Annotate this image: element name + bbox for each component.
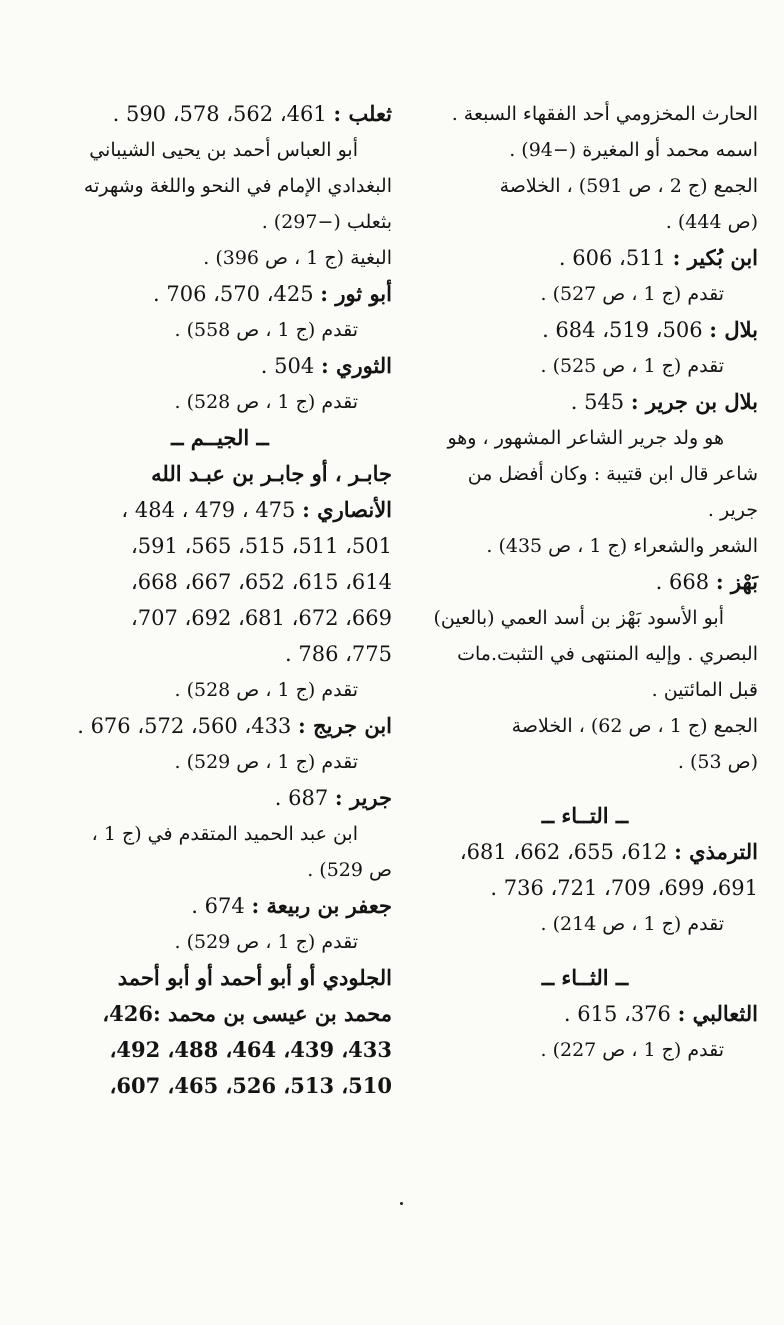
entry-reference: تقدم (ج 1 ، ص 528) . <box>174 391 358 413</box>
entry-numbers-line: 501، 511، 515، 565، 591، <box>130 534 392 558</box>
entry-description <box>48 132 392 276</box>
entry-heading: الأنصاري : <box>302 497 392 522</box>
entry-numbers-line: 691، 699، 709، 721، 736 . <box>490 876 758 900</box>
intro-line: الجمع (ج 2 ، ص 591) ، الخلاصة <box>499 175 758 197</box>
description-line: جرير . <box>707 499 758 521</box>
left-column <box>48 96 392 1104</box>
entry-jafar-ibn-rabia <box>48 888 392 924</box>
entry-numbers: 433، 560، 572، 676 . <box>77 714 292 738</box>
right-column <box>412 96 758 1068</box>
entry-juludi-line: 433، 439، 464، 488، 492، <box>109 1037 392 1062</box>
intro-line: اسمه محمد أو المغيرة (−94) . <box>509 139 758 161</box>
entry-heading: بلال بن جرير : <box>630 389 758 414</box>
entry-heading: ابن جريج : <box>297 713 392 738</box>
entry-heading: ثعلب : <box>333 101 392 126</box>
entry-numbers: 612، 655، 662، 681، <box>459 840 668 864</box>
entry-juludi-line: محمد بن عيسى بن محمد :426، <box>102 1001 392 1026</box>
entry-numbers: 506، 519، 684 . <box>542 318 703 342</box>
entry-bilal-ibn-jarir <box>412 384 758 420</box>
description-line: قبل المائتين . <box>651 679 758 701</box>
intro-line: الحارث المخزومي أحد الفقهاء السبعة . <box>451 103 758 125</box>
entry-numbers: 674 . <box>191 894 245 918</box>
entry-juludi: الجلودي أو أبو أحمد أو أبو أحمد <box>117 965 392 990</box>
entry-numbers: 545 . <box>570 390 625 414</box>
entry-thalab <box>48 96 392 132</box>
entry-heading: الثعالبي : <box>677 1001 758 1026</box>
entry-jabir <box>48 492 392 528</box>
entry-numbers-line: 775، 786 . <box>285 642 392 666</box>
entry-ibn-jurayj <box>48 708 392 744</box>
entry-numbers-line: 614، 615، 652، 667، 668، <box>130 570 392 594</box>
entry-heading: ابن بُكير : <box>672 245 758 270</box>
description-line: البصري . وإليه المنتهى في التثبت.مات <box>457 643 758 665</box>
entry-description <box>48 816 392 888</box>
entry-tirmidhi <box>412 834 758 870</box>
entry-heading: جعفر بن ربيعة : <box>251 893 392 918</box>
entry-jabir-heading: جابـر ، أو جابـر بن عبـد الله <box>151 461 392 486</box>
entry-bilal <box>412 312 758 348</box>
entry-reference: تقدم (ج 1 ، ص 529) . <box>174 931 358 953</box>
entry-heading: جرير : <box>334 785 392 810</box>
description-line: بثعلب (−297) . <box>261 211 392 233</box>
description-line: الشعر والشعراء (ج 1 ، ص 435) . <box>486 535 758 557</box>
description-line: ابن عبد الحميد المتقدم في (ج 1 ، <box>91 823 358 845</box>
entry-numbers: 475 ، 479 ، 484 ، <box>121 498 296 522</box>
entry-reference: تقدم (ج 1 ، ص 528) . <box>174 679 358 701</box>
section-heading-jim: ــ الجيــم ــ <box>171 425 269 450</box>
entry-bahz <box>412 564 758 600</box>
entry-thaalibi <box>412 996 758 1032</box>
entry-heading: أبو ثور : <box>320 281 392 306</box>
entry-heading: الترمذي : <box>674 839 758 864</box>
entry-jarir <box>48 780 392 816</box>
description-line: أبو العباس أحمد بن يحيى الشيباني <box>89 139 358 161</box>
description-line: أبو الأسود بَهْز بن أسد العمي (بالعين) <box>433 607 724 629</box>
entry-heading: بَهْز : <box>715 569 758 594</box>
entry-juludi-line: 510، 513، 526، 465، 607، <box>109 1073 392 1098</box>
entry-ibn-bukayr <box>412 240 758 276</box>
section-heading-tha: ــ الثــاء ــ <box>541 965 629 990</box>
entry-numbers: 461، 562، 578، 590 . <box>112 102 327 126</box>
description-line: البغية (ج 1 ، ص 396) . <box>203 247 392 269</box>
description-line: ص 529) . <box>307 859 392 881</box>
entry-abu-thawr <box>48 276 392 312</box>
entry-numbers: 511، 606 . <box>558 246 666 270</box>
description-line: شاعر قال ابن قتيبة : وكان أفضل من <box>467 463 758 485</box>
entry-description <box>412 420 758 564</box>
entry-description <box>412 600 758 780</box>
description-line: هو ولد جرير الشاعر المشهور ، وهو <box>447 427 724 449</box>
entry-numbers-line: 669، 672، 681، 692، 707، <box>130 606 392 630</box>
entry-heading: الثوري : <box>320 353 392 378</box>
description-line: الجمع (ج 1 ، ص 62) ، الخلاصة <box>511 715 758 737</box>
section-heading-ta: ــ التــاء ــ <box>541 803 629 828</box>
description-line: البغدادي الإمام في النحو واللغة وشهرته <box>83 175 392 197</box>
entry-heading: بلال : <box>709 317 758 342</box>
entry-reference: تقدم (ج 1 ، ص 227) . <box>540 1039 724 1061</box>
entry-reference: تقدم (ج 1 ، ص 214) . <box>540 913 724 935</box>
entry-reference: تقدم (ج 1 ، ص 529) . <box>174 751 358 773</box>
intro-line: (ص 444) . <box>665 211 758 233</box>
entry-reference: تقدم (ج 1 ، ص 558) . <box>174 319 358 341</box>
entry-thawri <box>48 348 392 384</box>
entry-reference: تقدم (ج 1 ، ص 527) . <box>540 283 724 305</box>
entry-numbers: 668 . <box>655 570 710 594</box>
entry-numbers: 687 . <box>274 786 329 810</box>
entry-reference: تقدم (ج 1 ، ص 525) . <box>540 355 724 377</box>
entry-numbers: 376، 615 . <box>563 1002 671 1026</box>
description-line: (ص 53) . <box>677 751 758 773</box>
entry-numbers: 425، 570، 706 . <box>153 282 314 306</box>
entry-numbers: 504 . <box>260 354 315 378</box>
ink-speck <box>400 1202 403 1205</box>
